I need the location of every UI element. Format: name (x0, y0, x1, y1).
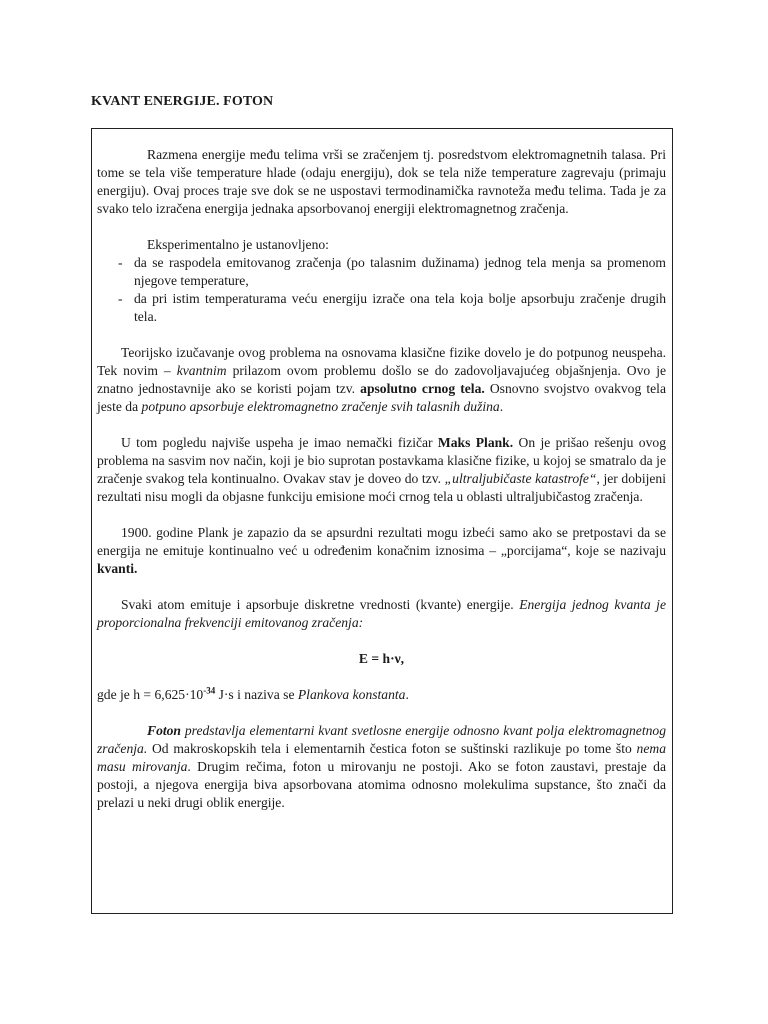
paragraph-experimental-intro: Eksperimentalno je ustanovljeno: (147, 237, 329, 252)
paragraph-discrete-energy (97, 596, 666, 632)
name-max-planck: Maks Plank. (437, 435, 514, 450)
emphasis-quantum: kvantnim (176, 363, 227, 378)
text-run: prilazom ovom problemu došlo se do zadovoljavajućeg objašnjenja. Ovo je znatno jednostavnije ako se koristi pojam tzv. (97, 363, 666, 396)
paragraph-radiation-exchange: Razmena energije među telima vrši se zračenjem tj. posredstvom elektromagnetnih talasa. Pri tome se tela više temperature hlade (odaju energiju), dok se tela niže temperature zagrevaju (primaju energiju). Ovaj proces traje sve dok se ne uspostavi termodinamička ravnoteža među telima. Tada je za svako telo izračena energija jednaka apsorbovanoj energiji elektromagnetnog zračenja. (97, 147, 666, 216)
paragraph-black-body (97, 344, 666, 416)
term-black-body: apsolutno crnog tela. (360, 381, 485, 396)
text-run: Od makroskopskih tela i elementarnih čestica foton se suštinski razlikuje po tome što (147, 741, 637, 756)
emphasis-definition: potpuno apsorbuje elektromagnetno zračenje svih talasnih dužina (141, 399, 500, 414)
text-run: . Drugim rečima, foton u mirovanju ne postoji. Ako se foton zaustavi, prestaje da postoji, a njegova energija biva apsorbovana atomima odnosno molekulima supstance, što znači da prelazi u neki drugi oblik energije. (97, 759, 666, 810)
emphasis-uv-catastrophe: „ultraljubičaste katastrofe“ (444, 471, 597, 486)
formula-energy: E = h·ν, (358, 651, 405, 666)
document-title: KVANT ENERGIJE. FOTON (91, 94, 274, 109)
text-run: Teorijsko izučavanje ovog problema na osnovama klasične fizike dovelo je do potpunog neuspeha. Tek novim – (97, 345, 666, 378)
list-item (97, 290, 666, 326)
text-run: J·s i naziva se (215, 687, 298, 702)
emphasis-no-rest-mass: nema masu mirovanja (97, 741, 666, 774)
term-planck-constant: Plankova konstanta (297, 687, 406, 702)
paragraph-quanta (97, 524, 666, 578)
paragraph-planck-constant (97, 686, 666, 704)
list-item-text: da se raspodela emitovanog zračenja (po talasnim dužinama) jednog tela menja sa promenom njegove temperature, (134, 255, 666, 288)
paragraph-max-planck (97, 434, 666, 506)
text-run: On je prišao rešenju ovog problema na sasvim nov način, koji je bio suprotan postavkama klasične fizike, u kojoj se smatralo da je zračenje svakog tela kontinualno. Ovakav stav je doveo do tzv. (97, 435, 666, 486)
emphasis-photon-definition: predstavlja elementarni kvant svetlosne energije odnosno kvant polja elektromagnetnog zračenja. (97, 723, 666, 756)
text-run: 1900. godine Plank je zapazio da se apsurdni rezultati mogu izbeći samo ako se pretpostavi da se energija ne emituje kontinualno već u određenim konačnim iznosima – „porcijama“, koje se nazivaju (97, 525, 666, 558)
emphasis-proportional: Energija jednog kvanta je proporcionalna frekvenciji emitovanog zračenja: (97, 597, 666, 630)
list-item-text: da pri istim temperaturama veću energiju izrače ona tela koja bolje apsorbuju zračenje drugih tela. (134, 291, 666, 324)
text-run: , jer dobijeni rezultati nisu mogli da objasne funkciju emisione moći crnog tela u oblasti ultraljubičastog zračenja. (97, 471, 666, 504)
text-run: U tom pogledu najviše uspeha je imao nemački fizičar (121, 435, 438, 450)
exponent: -34 (203, 685, 216, 696)
paragraph-photon (97, 722, 666, 812)
dash-marker: - (118, 291, 123, 306)
text-run: Osnovno svojstvo ovakvog tela jeste da (97, 381, 666, 414)
text-run: Svaki atom emituje i apsorbuje diskretne vrednosti (kvante) energije. (121, 597, 520, 612)
text-run: gde je h = 6,625·10 (97, 687, 204, 702)
dash-marker: - (118, 255, 123, 270)
term-photon: Foton (147, 723, 181, 738)
text-run: . (405, 687, 409, 702)
text-run: . (499, 399, 504, 414)
experimental-findings-list (97, 254, 666, 326)
list-item (97, 254, 666, 290)
document-body (97, 146, 666, 812)
term-quanta: kvanti. (97, 561, 138, 576)
